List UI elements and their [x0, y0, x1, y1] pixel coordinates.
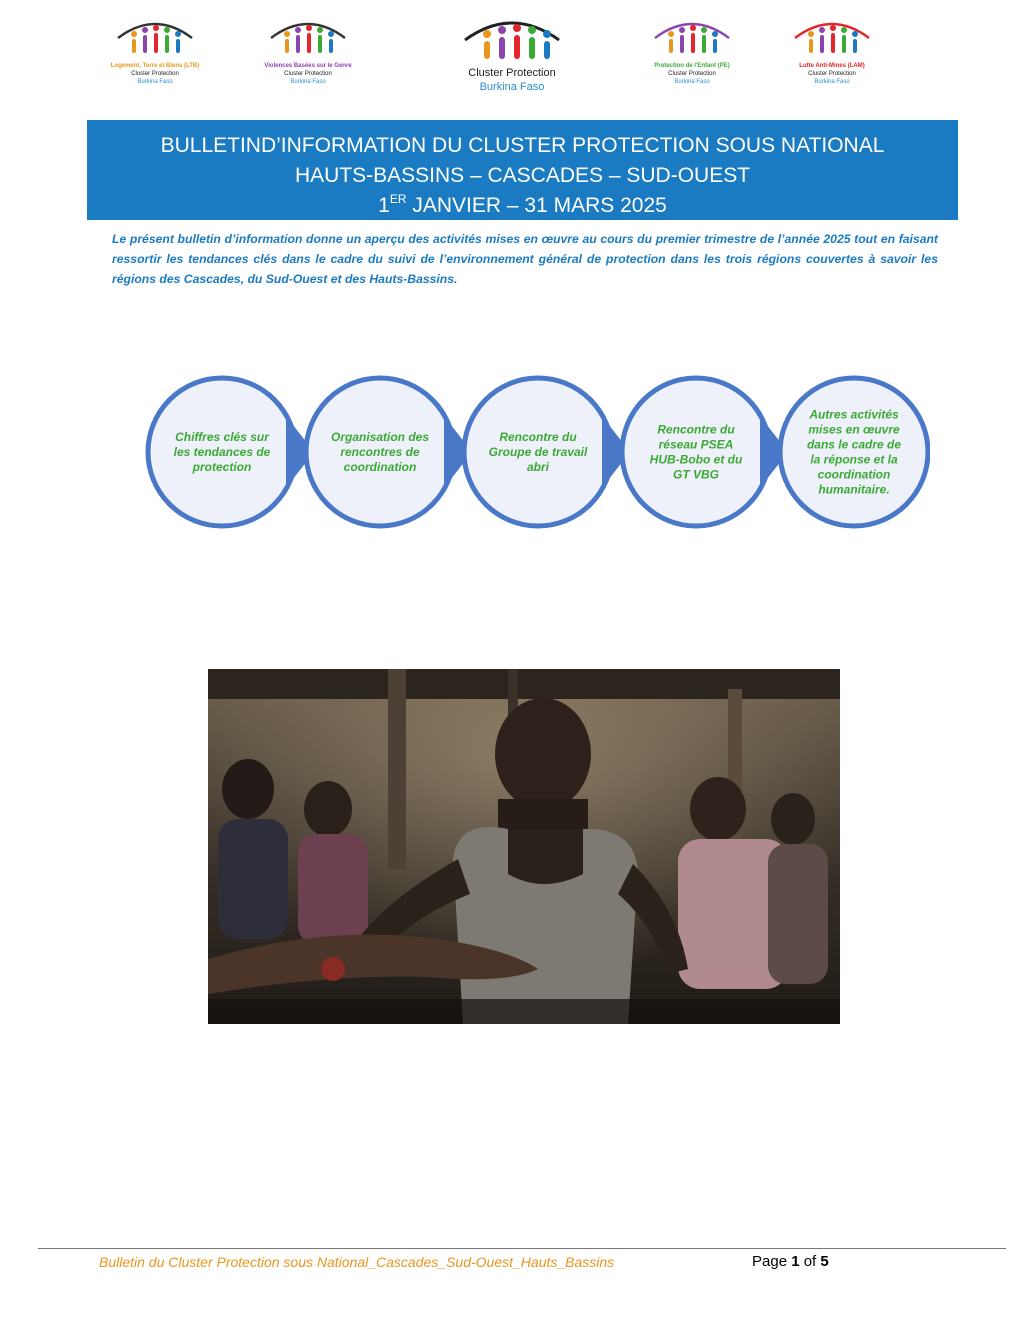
process-step-label: coordination [817, 467, 891, 482]
people-icon [647, 10, 737, 62]
logo-country: Burkina Faso [479, 81, 545, 93]
logo-subtitle: Cluster Protection [131, 71, 179, 77]
process-step [622, 378, 788, 526]
people-icon [457, 10, 567, 66]
page-separator: of [799, 1253, 821, 1270]
process-step-label: Groupe de travail [488, 445, 588, 459]
process-step-label: abri [526, 460, 550, 474]
total-pages: 5 [820, 1253, 829, 1270]
process-step-label: rencontres de [340, 445, 420, 459]
process-step-label: humanitaire. [818, 482, 890, 497]
people-icon [787, 10, 877, 62]
process-step [464, 378, 630, 526]
process-step-label: mises en œuvre [808, 422, 900, 437]
process-step-label: Organisation des [330, 430, 430, 444]
process-step-label: HUB-Bobo et du [649, 452, 743, 467]
process-step-label: réseau PSEA [658, 437, 734, 452]
logo-ltb [95, 10, 215, 100]
logo-country: Burkina Faso [674, 79, 710, 85]
process-step-label: les tendances de [173, 445, 271, 459]
people-icon [263, 10, 353, 62]
logo-title: Lutte Anti-Mines (LAM) [799, 63, 865, 69]
current-page: 1 [791, 1253, 800, 1270]
process-step-label: la réponse et la [810, 452, 898, 467]
banner-line-2: HAUTS-BASSINS – CASCADES – SUD-OUEST [294, 164, 751, 187]
banner-line-3 [87, 191, 958, 221]
footer-divider [38, 1248, 1006, 1249]
process-step-label: Rencontre du [657, 422, 735, 437]
process-step-label: coordination [343, 460, 417, 474]
logo-subtitle: Cluster Protection [668, 71, 716, 77]
date-ordinal: ER [389, 192, 407, 206]
logo-subtitle: Cluster Protection [808, 71, 856, 77]
logo-title: Protection de l'Enfant (PE) [654, 63, 730, 69]
date-day: 1 [378, 194, 390, 217]
process-step-label: Autres activités [809, 407, 899, 422]
logo-cluster-protection [445, 10, 579, 100]
process-step-label: GT VBG [672, 467, 720, 482]
process-step-label: protection [192, 460, 252, 474]
process-step-label: Chiffres clés sur [175, 430, 269, 444]
children-dancing-photo [208, 669, 840, 1024]
logo-lam [772, 10, 892, 100]
banner-line-1: BULLETIND’INFORMATION DU CLUSTER PROTECTION SOUS NATIONAL [160, 134, 885, 157]
date-range: JANVIER – 31 MARS 2025 [406, 194, 667, 217]
people-icon [110, 10, 200, 62]
logo-country: Burkina Faso [290, 79, 326, 85]
logo-country: Burkina Faso [137, 79, 173, 85]
logo-vbg [248, 10, 368, 100]
process-diagram [140, 370, 930, 540]
process-step [148, 378, 314, 526]
footer-document-title: Bulletin du Cluster Protection sous National_Cascades_Sud-Ouest_Hauts_Bassins [99, 1254, 615, 1270]
logo-title: Violences Basées sur le Genre [264, 63, 352, 69]
logo-country: Burkina Faso [814, 79, 850, 85]
process-step [780, 378, 928, 526]
process-step [306, 378, 472, 526]
logo-pe [632, 10, 752, 100]
process-step-label: dans le cadre de [806, 437, 902, 452]
page-number [752, 1253, 829, 1270]
logo-title: Cluster Protection [468, 67, 556, 79]
process-step-label: Rencontre du [499, 430, 577, 444]
page-prefix: Page [752, 1253, 792, 1270]
logo-subtitle: Cluster Protection [284, 71, 332, 77]
title-banner [87, 120, 958, 220]
intro-paragraph: Le présent bulletin d’information donne un aperçu des activités mises en œuvre au cours du premier trimestre de l’année 2025 tout en faisant ressortir les tendances clés dans le cadre du suivi de l’environnement général de protection dans les trois régions couvertes à savoir les régions des Cascades, du Sud-Ouest et des Hauts-Bassins. [112, 232, 938, 286]
logo-title: Logement, Terre et Biens (LTB) [110, 63, 200, 69]
